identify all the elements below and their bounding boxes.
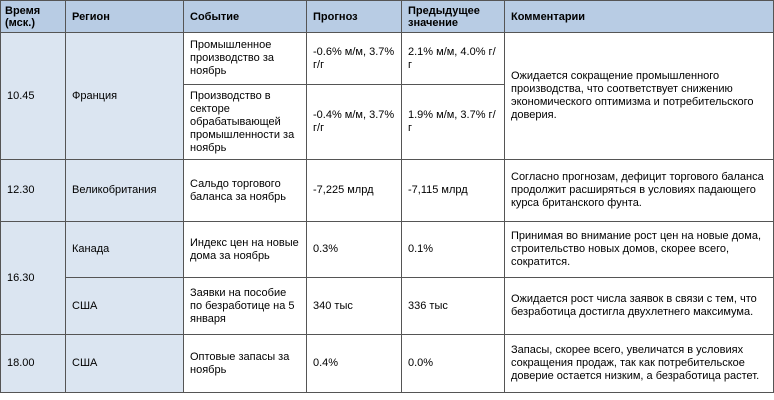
table-row: [1, 160, 774, 222]
previous-cell: 2.1% м/м, 4.0% г/г: [402, 33, 505, 85]
previous-cell: 0.1%: [402, 222, 505, 278]
event-cell: Заявки на пособие по безработице на 5 января: [184, 278, 307, 335]
previous-cell: 1.9% м/м, 3.7% г/г: [402, 85, 505, 160]
forecast-cell: -0.6% м/м, 3.7% г/г: [307, 33, 402, 85]
event-cell: Оптовые запасы за ноябрь: [184, 335, 307, 393]
table-row: [1, 33, 774, 85]
event-cell: Индекс цен на новые дома за ноябрь: [184, 222, 307, 278]
forecast-cell: -0.4% м/м, 3.7% г/г: [307, 85, 402, 160]
table-row: [1, 335, 774, 393]
region-cell: США: [66, 278, 184, 335]
comment-cell: Ожидается сокращение промышленного производства, что соответствует снижению экономического оптимизма и потребительского доверия.: [505, 33, 774, 160]
previous-cell: 0.0%: [402, 335, 505, 393]
forecast-cell: -7,225 млрд: [307, 160, 402, 222]
comment-cell: Запасы, скорее всего, увеличатся в условиях сокращения продаж, так как потребительское доверие остается низким, а безработица растет.: [505, 335, 774, 393]
time-cell: 16.30: [1, 222, 66, 335]
comment-cell: Согласно прогнозам, дефицит торгового баланса продолжит расширяться в условиях падающего курса британского фунта.: [505, 160, 774, 222]
forecast-cell: 340 тыс: [307, 278, 402, 335]
region-cell: Франция: [66, 33, 184, 160]
region-cell: Канада: [66, 222, 184, 278]
previous-cell: -7,115 млрд: [402, 160, 505, 222]
event-cell: Сальдо торгового баланса за ноябрь: [184, 160, 307, 222]
previous-cell: 336 тыс: [402, 278, 505, 335]
region-cell: США: [66, 335, 184, 393]
time-cell: 10.45: [1, 33, 66, 160]
time-cell: 12.30: [1, 160, 66, 222]
header-time: Время (мск.): [1, 1, 66, 33]
header-event: Событие: [184, 1, 307, 33]
table-row: [1, 222, 774, 278]
region-cell: Великобритания: [66, 160, 184, 222]
header-previous: Предыдущее значение: [402, 1, 505, 33]
event-cell: Производство в секторе обрабатывающей промышленности за ноябрь: [184, 85, 307, 160]
forecast-cell: 0.3%: [307, 222, 402, 278]
time-cell: 18.00: [1, 335, 66, 393]
header-comment: Комментарии: [505, 1, 774, 33]
header-forecast: Прогноз: [307, 1, 402, 33]
header-row: [1, 1, 774, 33]
comment-cell: Принимая во внимание рост цен на новые дома, строительство новых домов, скорее всего, сократится.: [505, 222, 774, 278]
header-region: Регион: [66, 1, 184, 33]
comment-cell: Ожидается рост числа заявок в связи с тем, что безработица достигла двухлетнего максимума.: [505, 278, 774, 335]
forecast-cell: 0.4%: [307, 335, 402, 393]
table-row: [1, 278, 774, 335]
event-cell: Промышленное производство за ноябрь: [184, 33, 307, 85]
